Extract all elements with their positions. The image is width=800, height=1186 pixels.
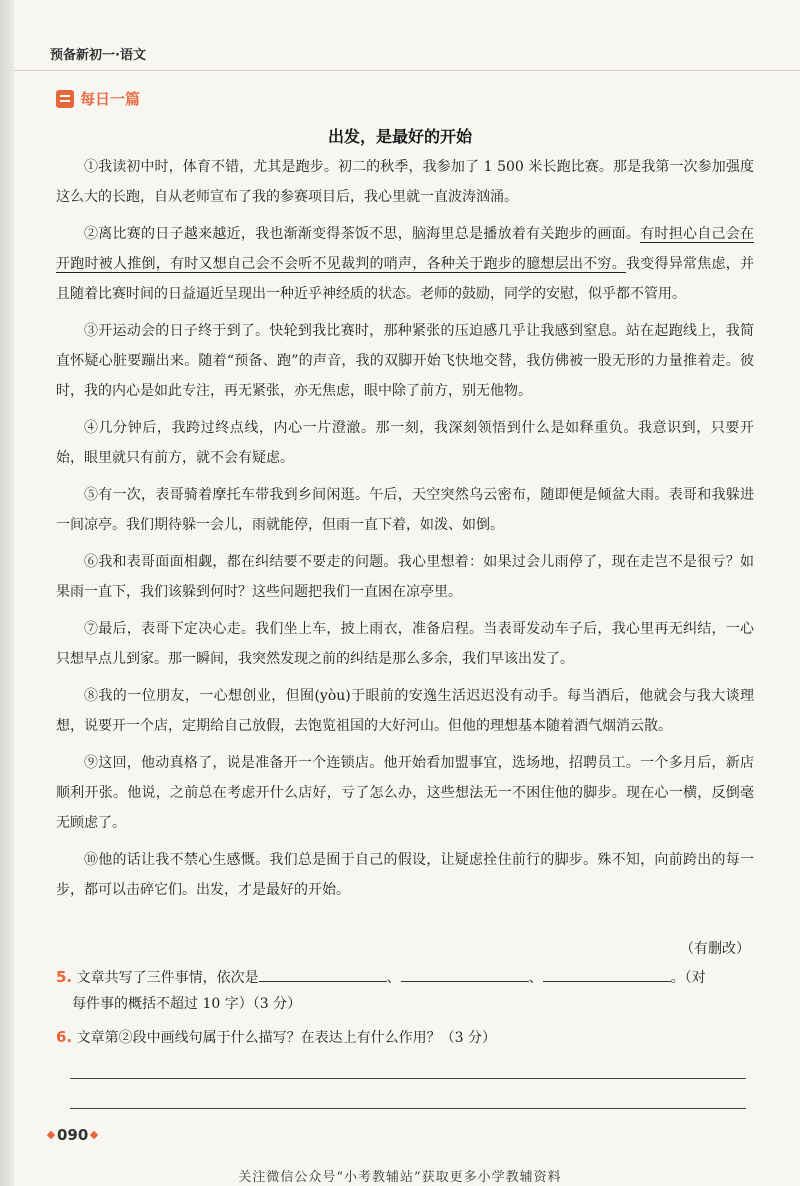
- diamond-icon: [47, 1131, 55, 1139]
- paragraph-10: ⑩他的话让我不禁心生感慨。我们总是囿于自己的假设，让疑虑拴住前行的脚步。殊不知，向前跨出的每一步，都可以击碎它们。出发，才是最好的开始。: [56, 852, 754, 898]
- question-6: [56, 1024, 756, 1051]
- paragraph-2: [56, 219, 754, 309]
- question-5-prompt: 文章共写了三件事情，依次是: [76, 970, 259, 986]
- article-credit: （有删改）: [680, 941, 750, 957]
- question-5-number: 5.: [56, 968, 73, 986]
- section-list-icon: [56, 90, 74, 108]
- question-5-cont: 。（对: [670, 970, 706, 986]
- paragraph-7: ⑦最后，表哥下定决心走。我们坐上车，披上雨衣，准备启程。当表哥发动车子后，我心里再无纠结，一心只想早点儿到家。那一瞬间，我突然发现之前的纠结是那么多余，我们早该出发了。: [56, 621, 754, 667]
- answer-line-1[interactable]: [70, 1078, 746, 1079]
- paragraph-3: ③开运动会的日子终于到了。快轮到我比赛时，那种紧张的压迫感几乎让我感到窒息。站在起跑线上，我简直怀疑心脏要蹦出来。随着“预备、跑”的声音，我的双脚开始飞快地交替，我仿佛被一股无形的力量推着走。彼时，我的内心是如此专注，再无紧张，亦无焦虑，眼中除了前方，别无他物。: [56, 323, 754, 399]
- page-header: 预备新初一·语文: [50, 48, 146, 63]
- paragraph-8: ⑧我的一位朋友，一心想创业，但囿(yòu)于眼前的安逸生活迟迟没有动手。每当酒后，他就会与我大谈理想，说要开一个店，定期给自己放假，去饱览祖国的大好河山。但他的理想基本随着酒气烟消云散。: [56, 688, 754, 734]
- paragraph-5: ⑤有一次，表哥骑着摩托车带我到乡间闲逛。午后，天空突然乌云密布，随即便是倾盆大雨。表哥和我躲进一间凉亭。我们期待躲一会儿，雨就能停，但雨一直下着，如泼、如倒。: [56, 487, 754, 533]
- section-label: 每日一篇: [80, 90, 141, 108]
- question-5: [56, 964, 756, 1017]
- diamond-icon: [90, 1131, 98, 1139]
- paragraph-1: ①我读初中时，体育不错，尤其是跑步。初二的秋季，我参加了 1 500 米长跑比赛。那是我第一次参加强度这么大的长跑，自从老师宣布了我的参赛项目后，我心里就一直波涛汹涌。: [56, 159, 754, 205]
- section-tag: [56, 88, 140, 109]
- paragraph-6: ⑥我和表哥面面相觑，都在纠结要不要走的问题。我心里想着：如果过会儿雨停了，现在走岂不是很亏？如果雨一直下，我们该躲到何时？这些问题把我们一直困在凉亭里。: [56, 554, 754, 600]
- answer-blank-2[interactable]: [401, 967, 529, 982]
- article-body: [56, 152, 754, 912]
- blank-separator-2: 、: [528, 970, 543, 986]
- blank-separator-1: 、: [386, 970, 401, 986]
- header-divider: [14, 70, 800, 71]
- question-6-prompt: 文章第②段中画线句属于什么描写？在表达上有什么作用？（3 分）: [76, 1030, 496, 1046]
- footer-note: 关注微信公众号“小考教辅站”获取更多小学教辅资料: [238, 1170, 562, 1185]
- answer-blank-3[interactable]: [543, 967, 671, 982]
- question-5-note: 每件事的概括不超过 10 字）（3 分）: [72, 996, 302, 1012]
- answer-line-2[interactable]: [70, 1108, 746, 1109]
- page-number: [48, 1126, 97, 1144]
- paragraph-4: ④几分钟后，我跨过终点线，内心一片澄澈。那一刻，我深刻领悟到什么是如释重负。我意识到，只要开始，眼里就只有前方，就不会有疑虑。: [56, 420, 754, 466]
- article-title: 出发，是最好的开始: [327, 127, 472, 146]
- answer-blank-1[interactable]: [259, 967, 387, 982]
- paragraph-2-tail: 我变得异常焦虑，并且随着比赛时间的日益逼近呈现出一种近乎神经质的状态。老师的鼓励，同学的安慰，似乎都不管用。: [56, 256, 754, 302]
- page-number-text: 090: [57, 1126, 89, 1144]
- question-6-number: 6.: [56, 1028, 73, 1046]
- underlined-sentence: 有时担心自己会在开跑时被人推倒，有时又想自己会不会听不见裁判的哨声，各种关于跑步的臆想层出不穷。: [56, 226, 754, 272]
- paragraph-9: ⑨这回，他动真格了，说是准备开一个连锁店。他开始看加盟事宜，选场地，招聘员工。一个多月后，新店顺利开张。他说，之前总在考虑开什么店好，亏了怎么办，这些想法无一不困住他的脚步。现在心一横，反倒毫无顾虑了。: [56, 755, 754, 831]
- page-binding-edge: [0, 0, 14, 1186]
- paragraph-2-lead: ②离比赛的日子越来越近，我也渐渐变得茶饭不思，脑海里总是播放着有关跑步的画面。: [84, 226, 641, 242]
